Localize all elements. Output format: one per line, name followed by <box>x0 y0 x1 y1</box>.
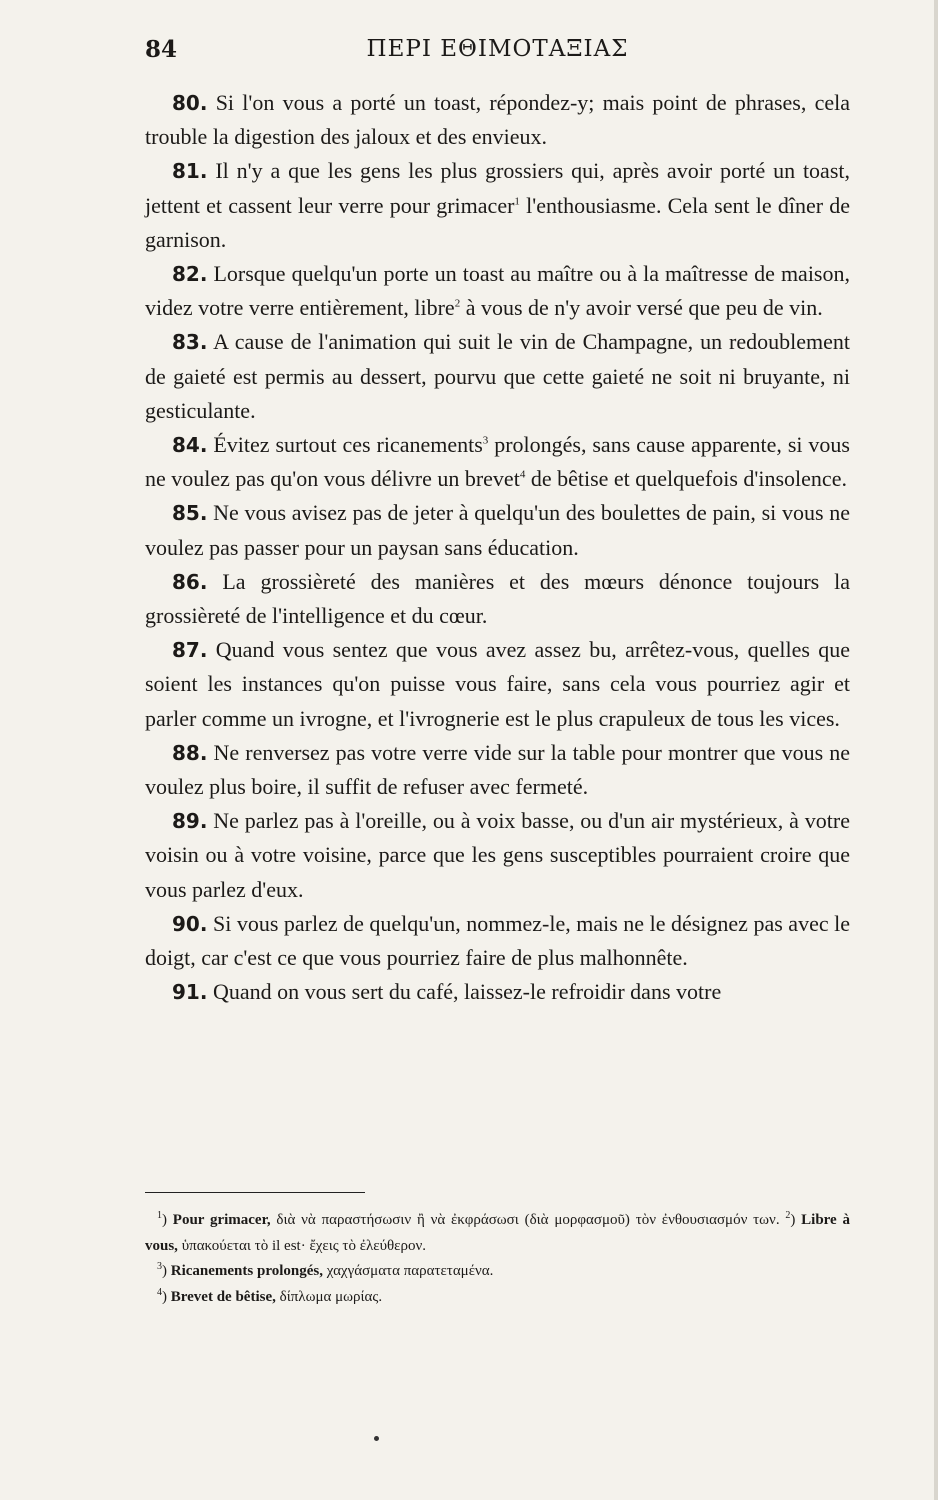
paragraph-87 <box>145 633 850 736</box>
paragraph-text: Il n'y a que les gens les plus grossiers qui, après avoir porté un toast, jettent et cassent leur verre pour grimacer <box>145 158 850 218</box>
paragraph-83 <box>145 325 850 428</box>
footnote-ref: 1 <box>514 195 520 208</box>
footnote-3: $^3$) Ricanements prolongés, χαχγάσματα παρατεταμένα. <box>157 1261 494 1279</box>
footnote-ref: 3 <box>482 434 489 447</box>
paragraph-86 <box>145 565 850 633</box>
footnote-ref: 2 <box>454 297 461 310</box>
paragraph-text: La grossièreté des manières et des mœurs dénonce toujours la grossièreté de l'intelligence et du cœur. <box>145 568 851 629</box>
footnote-text: δίπλωμα μωρίας. <box>275 1288 383 1305</box>
paragraph-88 <box>145 736 850 804</box>
paragraph-text: de bêtise et quelquefois d'insolence. <box>525 466 847 492</box>
footnote-term: Pour grimacer, <box>172 1212 271 1228</box>
footnote-ref: 4 <box>519 468 526 481</box>
paragraph-number: 81. <box>172 159 208 184</box>
paragraph-number: 89. <box>172 809 208 834</box>
footnote-mark: 4 <box>157 1286 162 1298</box>
paragraph-text: à vous de n'y avoir versé que peu de vin. <box>460 295 823 321</box>
footnote-mark: 1 <box>157 1210 162 1221</box>
paragraph-82 <box>145 257 850 325</box>
paragraph-number: 83. <box>172 330 208 355</box>
paragraph-90 <box>145 907 850 975</box>
paragraph-text: Ne parlez pas à l'oreille, ou à voix basse, ou d'un air mystérieux, à votre voisin ou à votre voisine, parce que les gens susceptibles pourraient croire que vous parlez d'eux. <box>145 808 850 902</box>
footnote-mark: 2 <box>785 1210 791 1221</box>
page-header <box>145 30 850 70</box>
footnote-1-2: $^1$) Pour grimacer, διὰ νὰ παραστήσωσιν ἢ νὰ ἐκφράσωσι (διὰ μορφασμοῦ) τὸν ἐνθουσιασμόν των. $^2$) Libre à vous, ὑπακούεται τὸ il est· ἔχεις τὸ ἐλεύθερον. <box>145 1210 850 1254</box>
paragraph-84 <box>145 428 850 496</box>
page-number: 84 <box>145 36 178 63</box>
paragraph-number: 87. <box>172 638 208 663</box>
ink-speck <box>374 1436 379 1441</box>
paragraph-number: 85. <box>172 501 208 526</box>
paragraph-number: 90. <box>172 911 208 936</box>
footnote-4: $^4$) Brevet de bêtise, δίπλωμα μωρίας. <box>157 1286 383 1305</box>
footnote-text: διὰ νὰ παραστήσωσιν ἢ νὰ ἐκφράσωσι (διὰ μορφασμοῦ) τὸν ἐνθουσιασμόν των. <box>270 1212 780 1228</box>
paragraph-number: 80. <box>172 91 208 115</box>
paragraph-80 <box>145 86 850 154</box>
paragraph-91 <box>145 975 850 1009</box>
paragraph-text: Lorsque quelqu'un porte un toast au maître ou à la maîtresse de maison, videz votre verre entièrement, libre <box>145 261 850 321</box>
page-edge <box>934 0 938 1500</box>
paragraph-text: l'enthousiasme. Cela sent le dîner de garnison. <box>145 192 850 252</box>
running-title: ΠΕΡΙ ΕΘΙΜΟΤΑΞΙΑΣ <box>366 36 629 62</box>
paragraph-text: Quand on vous sert du café, laissez-le refroidir dans votre <box>212 979 722 1005</box>
body-text <box>145 86 850 1009</box>
paragraph-text: Ne renversez pas votre verre vide sur la table pour montrer que vous ne voulez plus boire, il suffit de refuser avec fermeté. <box>145 739 851 800</box>
paragraph-text: prolongés, sans cause apparente, si vous ne voulez pas qu'on vous délivre un brevet <box>145 432 850 492</box>
footnote-text: ὑπακούεται τὸ il est· ἔχεις τὸ ἐλεύθερον. <box>177 1237 427 1254</box>
paragraph-number: 86. <box>172 569 208 594</box>
paragraph-text: A cause de l'animation qui suit le vin de Champagne, un redoublement de gaieté est permis au dessert, pourvu que cette gaieté ne soit ni bruyante, ni gesticulante. <box>145 329 850 423</box>
paragraph-text: Ne vous avisez pas de jeter à quelqu'un des boulettes de pain, si vous ne voulez pas passer pour un paysan sans éducation. <box>145 500 850 560</box>
paragraph-number: 82. <box>172 262 208 287</box>
paragraph-text: Évitez surtout ces ricanements <box>213 432 483 458</box>
paragraph-89 <box>145 804 850 907</box>
footnote-text: χαχγάσματα παρατεταμένα. <box>322 1263 494 1279</box>
footnote-term: Brevet de bêtise, <box>170 1288 276 1305</box>
paragraph-85 <box>145 496 850 564</box>
paragraph-text: Si l'on vous a porté un toast, répondez-y; mais point de phrases, cela trouble la digestion des jaloux et des envieux. <box>145 90 851 150</box>
footnote-mark: 3 <box>157 1261 162 1272</box>
footnote-term: Libre à vous, <box>145 1212 850 1254</box>
paragraph-text: Quand vous sentez que vous avez assez bu, arrêtez-vous, quelles que soient les instances qu'on puisse vous faire, sans cela vous pourriez agir et parler comme un ivrogne, et l'ivrognerie est le plus crapuleux de tous les vices. <box>145 637 850 731</box>
paragraph-81 <box>145 154 850 257</box>
footnotes <box>145 1208 850 1310</box>
paragraph-number: 88. <box>172 740 208 765</box>
paragraph-number: 91. <box>172 980 208 1005</box>
footnote-term: Ricanements prolongés, <box>170 1263 323 1279</box>
footnote-rule <box>145 1192 365 1193</box>
paragraph-number: 84. <box>172 433 208 458</box>
paragraph-text: Si vous parlez de quelqu'un, nommez-le, mais ne le désignez pas avec le doigt, car c'est ce que vous pourriez faire de plus malhonnête. <box>145 910 850 971</box>
